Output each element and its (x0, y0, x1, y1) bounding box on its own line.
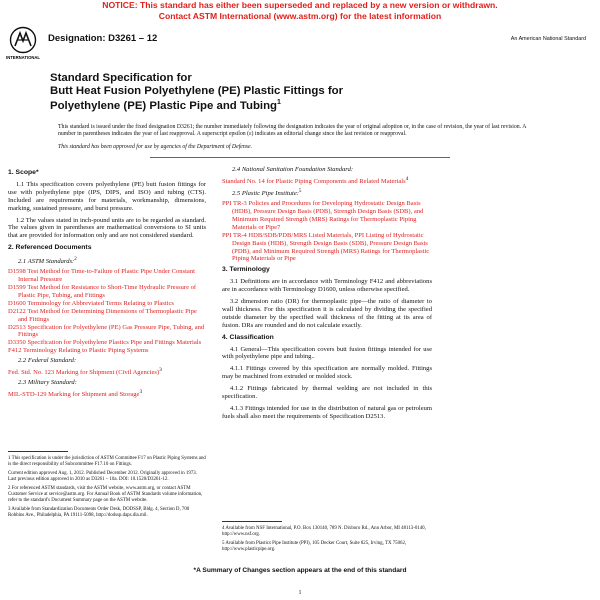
astm-reference-title: Test Method for Determining Dimensions of Thermoplastic Pipe and Fittings (18, 307, 197, 323)
summary-of-changes-note: *A Summary of Changes section appears at the end of this standard (193, 567, 407, 574)
notice-line-1: NOTICE: This standard has either been superseded and replaced by a new version or withdrawn. (102, 0, 498, 10)
notice-line-2: Contact ASTM International (www.astm.org) for the latest information (158, 10, 442, 21)
footnote-rule (8, 451, 68, 452)
astm-reference-title: Test Method for Resistance to Short-Time Hydraulic Pressure of Plastic Pipe, Tubing, and Fittings (18, 284, 197, 299)
astm-reference-item[interactable] (8, 268, 206, 284)
svg-text:INTERNATIONAL: INTERNATIONAL (6, 55, 40, 60)
footnote-5: 5 Available from Plastics Pipe Institute (PPI), 105 Decker Court, Suite 825, Irving, TX 75062, http://www.plasticpipe.org. (222, 540, 407, 552)
astm-reference-item[interactable] (8, 347, 206, 355)
astm-reference-code[interactable]: D2513 (8, 323, 26, 331)
para-3-1: 3.1 Definitions are in accordance with Terminology F412 and abbreviations are in accordance with Terminology D1600, unless otherwise specified. (222, 278, 432, 294)
american-national-standard-label: An American National Standard (510, 36, 586, 42)
astm-standards-label: 2.1 ASTM Standards:$^2$ (18, 257, 77, 266)
astm-reference-item[interactable] (8, 339, 206, 347)
designation: Designation: D3261 – 12 (48, 33, 158, 44)
military-standard-label: 2.3 Military Standard: (18, 379, 77, 387)
para-4-1: 4.1 General—This specification covers butt fusion fittings intended for use with polyethylene pipe and tubing.. (222, 345, 432, 361)
astm-reference-item[interactable] (8, 324, 206, 340)
nsf-standard-label: 2.4 National Sanitation Foundation Standard: (232, 166, 354, 173)
para-4-1-1: 4.1.1 Fittings covered by this specification are normally molded. Fittings may be machined from extruded or molded stock. (222, 365, 432, 381)
footnotes-left (8, 451, 206, 522)
astm-reference-item[interactable] (8, 308, 206, 324)
ppi-tr3-ref[interactable]: PPI TR-3 Policies and Procedures for Developing Hydrostatic Design Basis (HDB), Pressure Design Basis (PDB), Strength Design Basis (SDB), and Minimum Required Strength (MRS) Ratings for Thermoplastic Piping Materials or Pipe7 (222, 200, 424, 231)
astm-reference-title: Test Method for Time-to-Failure of Plastic Pipe Under Constant Internal Pressure (18, 268, 195, 284)
astm-reference-code[interactable]: D1599 (8, 284, 26, 292)
footnote-4: 4 Available from NSF International, P.O. Box 130140, 789 N. Dixboro Rd., Ann Arbor, MI 48113-0140, http://www.nsf.org. (222, 526, 426, 537)
title-line-2: Butt Heat Fusion Polyethylene (PE) Plastic Fittings for (50, 84, 344, 97)
astm-reference-code[interactable]: F412 (8, 347, 22, 355)
astm-reference-title: Terminology Relating to Plastic Piping Systems (21, 347, 149, 355)
title-line-3: Polyethylene (PE) Plastic Pipe and Tubing$^1$ (50, 99, 281, 112)
astm-reference-title: Specification for Polyethylene (PE) Gas Pressure Pipe, Tubing, and Fittings (18, 323, 205, 339)
astm-reference-code[interactable]: D1600 (8, 299, 26, 307)
astm-reference-item[interactable] (8, 300, 206, 308)
astm-reference-item[interactable] (8, 284, 206, 300)
footnote-3: 3 Available from Standardization Documents Order Desk, DODSSP, Bldg. 4, Section D, 700 Robbins Ave., Philadelphia, PA 19111-5098, http://dodssp.daps.dla.mil. (8, 506, 190, 518)
astm-reference-title: Terminology for Abbreviated Terms Relating to Plastics (25, 299, 174, 307)
ppi-tr4-ref[interactable]: PPI TR-4 HDB/SDB/PDB/MRS Listed Materials, PPI Listing of Hydrostatic Design Basis (HDB), Strength Design Basis (SDB), Pressure Design Basis (PDB), and Minimum Required Strength (MRS) Ratings for Thermoplastic Piping Materials or Pipe (222, 231, 430, 263)
footnote-2: 2 For referenced ASTM standards, visit the ASTM website, www.astm.org, or contact ASTM Customer Service at service@astm.org. For Annual Book of ASTM Standards volume information, refer to the standard's Document Summary page on the ASTM website. (8, 485, 203, 503)
para-3-2: 3.2 dimension ratio (DR) for thermoplastic pipe—the ratio of diameter to wall thickness. For this specification it is calculated by dividing the specified outside diameter by the specified wall thickness of the fitting at its area of fusion. DRs are rounded and do not calculate exactly. (222, 298, 432, 329)
para-4-1-2: 4.1.2 Fittings fabricated by thermal welding are not included in this specification. (222, 385, 432, 401)
page-number: 1 (298, 590, 302, 596)
ppi-label: 2.5 Plastic Pipe Institute:$^5$ (232, 188, 302, 198)
para-1-2: 1.2 The values stated in inch-pound units are to be regarded as standard. The values given in parentheses are mathematical conversions to SI units that are provided for information only and are not considered standard. (8, 216, 206, 240)
classification-heading: 4. Classification (222, 333, 274, 341)
footnote-rule-right (222, 521, 282, 522)
astm-logo (8, 26, 38, 62)
footnote-1: 1 This specification is under the jurisdiction of ASTM Committee F17 on Plastic Piping Systems and is the direct responsibility of Subcommittee F17.10 on Fittings. (8, 456, 206, 467)
withdrawn-notice (0, 0, 600, 22)
divider (150, 157, 450, 158)
astm-reference-list (8, 268, 206, 355)
astm-reference-title: Specification for Polyethylene Plastics Pipe and Fittings Materials (25, 339, 202, 347)
dod-note: This standard has been approved for use by agencies of the Department of Defense. (58, 143, 253, 150)
title-line-1: Standard Specification for (50, 72, 192, 84)
terminology-heading: 3. Terminology (222, 266, 270, 274)
federal-standard-label: 2.2 Federal Standard: (18, 357, 77, 365)
referenced-documents-heading: 2. Referenced Documents (8, 244, 92, 252)
intro-notes (58, 124, 528, 156)
federal-standard-ref[interactable]: Fed. Std. No. 123 Marking for Shipment (Civil Agencies)$^3$ (8, 367, 162, 377)
right-column (222, 166, 432, 425)
military-standard-ref[interactable]: MIL-STD-129 Marking for Shipment and Storage$^3$ (8, 389, 143, 399)
footnote-1-edition: Current edition approved Aug. 1, 2012. Published December 2012. Originally approved in 1973. Last previous edition approved in 2010 as D3261 – 10a. DOI: 10.1520/D3261-12. (8, 470, 197, 482)
scope-heading: 1. Scope* (8, 169, 39, 176)
document-title (50, 72, 570, 113)
astm-reference-code[interactable]: D1598 (8, 268, 26, 276)
left-column (8, 166, 206, 399)
issuance-note: This standard is issued under the fixed designation D3261; the number immediately following the designation indicates the year of original adoption or, in the case of revision, the year of last revision. A number in parentheses indicates the year of last reapproval. A superscript epsilon (ε) indicates an editorial change since the last revision or reapproval. (58, 124, 527, 138)
para-1-1: 1.1 This specification covers polyethylene (PE) butt fusion fittings for use with polyethylene pipe (IPS, DIPS, and ISO) and tubing (CTS). Included are requirements for materials, workmanship, dimensions, marking, sustained pressure, and burst pressure. (8, 180, 206, 212)
footnotes-right (222, 521, 432, 556)
astm-reference-code[interactable]: D3350 (8, 339, 26, 347)
astm-reference-code[interactable]: D2122 (8, 307, 26, 315)
nsf-standard-ref[interactable]: Standard No. 14 for Plastic Piping Components and Related Materials$^4$ (222, 175, 409, 186)
para-4-1-3: 4.1.3 Fittings intended for use in the distribution of natural gas or petroleum fuels shall also meet the requirements of Specification D2513. (222, 405, 432, 420)
